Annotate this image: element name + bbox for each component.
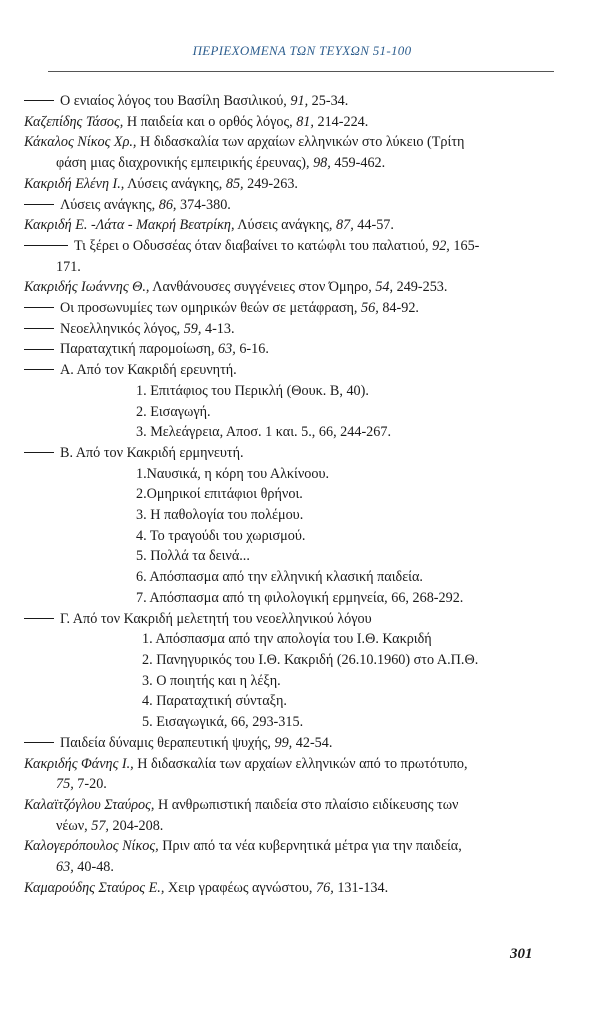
entry-title: Λύσεις ανάγκης, [234,217,336,234]
sub-entry: 1. Απόσπασμα από την απολογία του Ι.Θ. Κακριδή [142,631,432,648]
entry-title: Β. Από τον Κακριδή ερμηνευτή. [60,444,244,461]
entry-pages: 214-224. [313,113,369,130]
entry-author: Καλαϊτζόγλου Σταύρος, [24,796,155,813]
sub-entry: 2. Εισαγωγή. [136,403,211,420]
entry-issue: 87, [336,217,354,234]
entry-pages: 204-208. [108,817,164,834]
entry-pages: 25-34. [308,93,349,109]
index-entry [24,277,559,298]
entry-title: Η ανθρωπιστική παιδεία στο πλαίσιο ειδίκευσης των [154,796,459,813]
sub-entry: 3. Η παθολογία του πολέμου. [136,507,304,524]
header-rule [48,71,554,72]
entry-continuation: 171. [56,258,81,275]
entry-issue: 86, [158,196,177,213]
entry-title: Παιδεία δύναμις θεραπευτική ψυχής, [60,734,275,751]
entry-issue: 75, [56,776,74,793]
entry-title: Λύσεις ανάγκης, [60,196,159,213]
ditto-dash [24,349,54,350]
index-entry [24,443,559,464]
entry-continuation: νέων, [56,817,92,834]
sub-entry: 5. Πολλά τα δεινά... [136,548,250,565]
entry-title: Α. Από τον Κακριδή ερευνητή. [60,362,237,379]
ditto-dash [24,328,54,329]
entry-pages: 131-134. [333,879,389,896]
entry-author: Καλογερόπουλος Νίκος, [24,838,159,855]
entry-author: Κακριδής Φάνης Ι., [24,755,134,772]
entry-author: Κακριδή Ελένη Ι., [24,175,125,192]
ditto-dash [24,204,54,205]
entry-author: Κακριδής Ιωάννης Θ., [24,279,150,296]
entry-pages: 4-13. [201,320,235,337]
entry-issue: 98, [313,155,331,172]
entry-author: Καζεπίδης Τάσος, [24,113,124,130]
index-entry [24,215,559,236]
sub-entry: 6. Απόσπασμα από την ελληνική κλασική παιδεία. [136,569,423,586]
sub-entry: 1. Επιτάφιος του Περικλή (Θουκ. Β, 40). [136,382,369,399]
entry-title: Λύσεις ανάγκης, [124,175,226,192]
ditto-dash [24,618,54,619]
index-entry [24,360,559,381]
entry-issue: 59, [183,320,202,337]
entry-title: Η παιδεία και ο ορθός λόγος, [123,113,297,130]
entry-pages: 249-253. [393,279,448,296]
sub-entry: 3. Μελεάγρεια, Αποσ. 1 και. 5., 66, 244-267. [136,424,392,441]
ditto-dash [24,307,54,308]
entry-pages: 84-92. [378,300,419,317]
sub-entry: 1.Ναυσικά, η κόρη του Αλκίνοου. [136,465,330,482]
index-entry [24,836,559,877]
entry-issue: 99, [274,734,293,751]
entry-issue: 92, [432,237,450,254]
entry-title: Λανθάνουσες συγγένειες στον Όμηρο, [149,279,376,296]
sub-entry: 3. Ο ποιητής και η λέξη. [142,672,281,689]
index-entry [24,132,559,173]
entry-issue: 63, [56,859,74,876]
sub-entry: 7. Απόσπασμα από τη φιλολογική ερμηνεία, 66, 268-292. [136,589,464,606]
ditto-dash [24,245,68,246]
entry-pages: 374-380. [176,196,231,213]
entry-title: Η διδασκαλία των αρχαίων ελληνικών στο λύκειο (Τρίτη [136,134,465,151]
sub-entry: 2.Ομηρικοί επιτάφιοι θρήνοι. [136,486,303,503]
sub-entry: 2. Πανηγυρικός του Ι.Θ. Κακριδή (26.10.1960) στο Α.Π.Θ. [142,651,479,668]
entry-title: Χειρ γραφέως αγνώστου, [164,879,317,896]
entry-issue: 85, [225,175,244,192]
entry-title: Τι ξέρει ο Οδυσσέας όταν διαβαίνει το κατώφλι του παλατιού, [74,237,433,254]
entry-title: Οι προσωνυμίες των ομηρικών θεών σε μετάφραση, [60,300,362,317]
entry-title: Ο ενιαίος λόγος του Βασίλη Βασιλικού, [60,93,291,109]
entry-issue: 57, [91,817,109,834]
sub-entry: 4. Το τραγούδι του χωρισμού. [136,527,306,544]
entry-pages: 459-462. [330,155,386,172]
entry-pages: 6-16. [235,341,269,358]
index-entry [24,195,559,216]
sub-entry: 5. Εισαγωγικά, 66, 293-315. [142,714,304,731]
ditto-dash [24,100,54,101]
entry-issue: 56, [361,300,379,317]
entry-continuation: φάση μιας διαχρονικής εμπειρικής έρευνας), [56,155,314,172]
index-entry [24,339,559,360]
entry-issue: 54, [375,279,394,296]
entry-pages: 7-20. [73,776,107,793]
index-entry [24,795,559,836]
entry-issue: 91, [290,93,309,109]
running-header: ΠΕΡΙΕΧΟΜΕΝΑ ΤΩΝ ΤΕΥΧΩΝ 51-100 [192,43,412,58]
index-entry [24,236,559,277]
index-entry [24,733,559,754]
entry-pages: 165- [449,237,480,254]
entry-issue: 81, [296,113,314,130]
index-content [24,91,559,898]
entry-issue: 76, [316,879,334,896]
entry-pages: 40-48. [73,859,114,876]
entry-title: Η διδασκαλία των αρχαίων ελληνικών από το πρωτότυπο, [133,755,468,772]
entry-issue: 63, [218,341,236,358]
index-entry [24,609,559,630]
entry-author: Κακριδή Ε. -Λάτα - Μακρή Βεατρίκη, [24,217,235,234]
entry-title: Νεοελληνικός λόγος, [60,320,184,337]
index-entry [24,319,559,340]
index-entry [24,298,559,319]
index-entry [24,174,559,195]
index-entry [24,878,559,899]
sub-entry: 4. Παραταχτική σύνταξη. [142,693,287,710]
entry-title: Γ. Από τον Κακριδή μελετητή του νεοελληνικού λόγου [60,610,372,627]
ditto-dash [24,452,54,453]
entry-pages: 42-54. [292,734,333,751]
entry-title: Πριν από τα νέα κυβερνητικά μέτρα για την παιδεία, [158,838,462,855]
entry-title: Παραταχτική παρομοίωση, [60,341,219,358]
index-entry [24,754,559,795]
entry-pages: 249-263. [243,175,298,192]
entry-author: Κάκαλος Νίκος Χρ., [24,134,137,151]
entry-author: Καμαρούδης Σταύρος Ε., [24,879,165,896]
index-entry [24,91,559,112]
index-entry [24,112,559,133]
ditto-dash [24,369,54,370]
page-number: 301 [510,946,533,962]
ditto-dash [24,742,54,743]
entry-pages: 44-57. [353,217,394,234]
